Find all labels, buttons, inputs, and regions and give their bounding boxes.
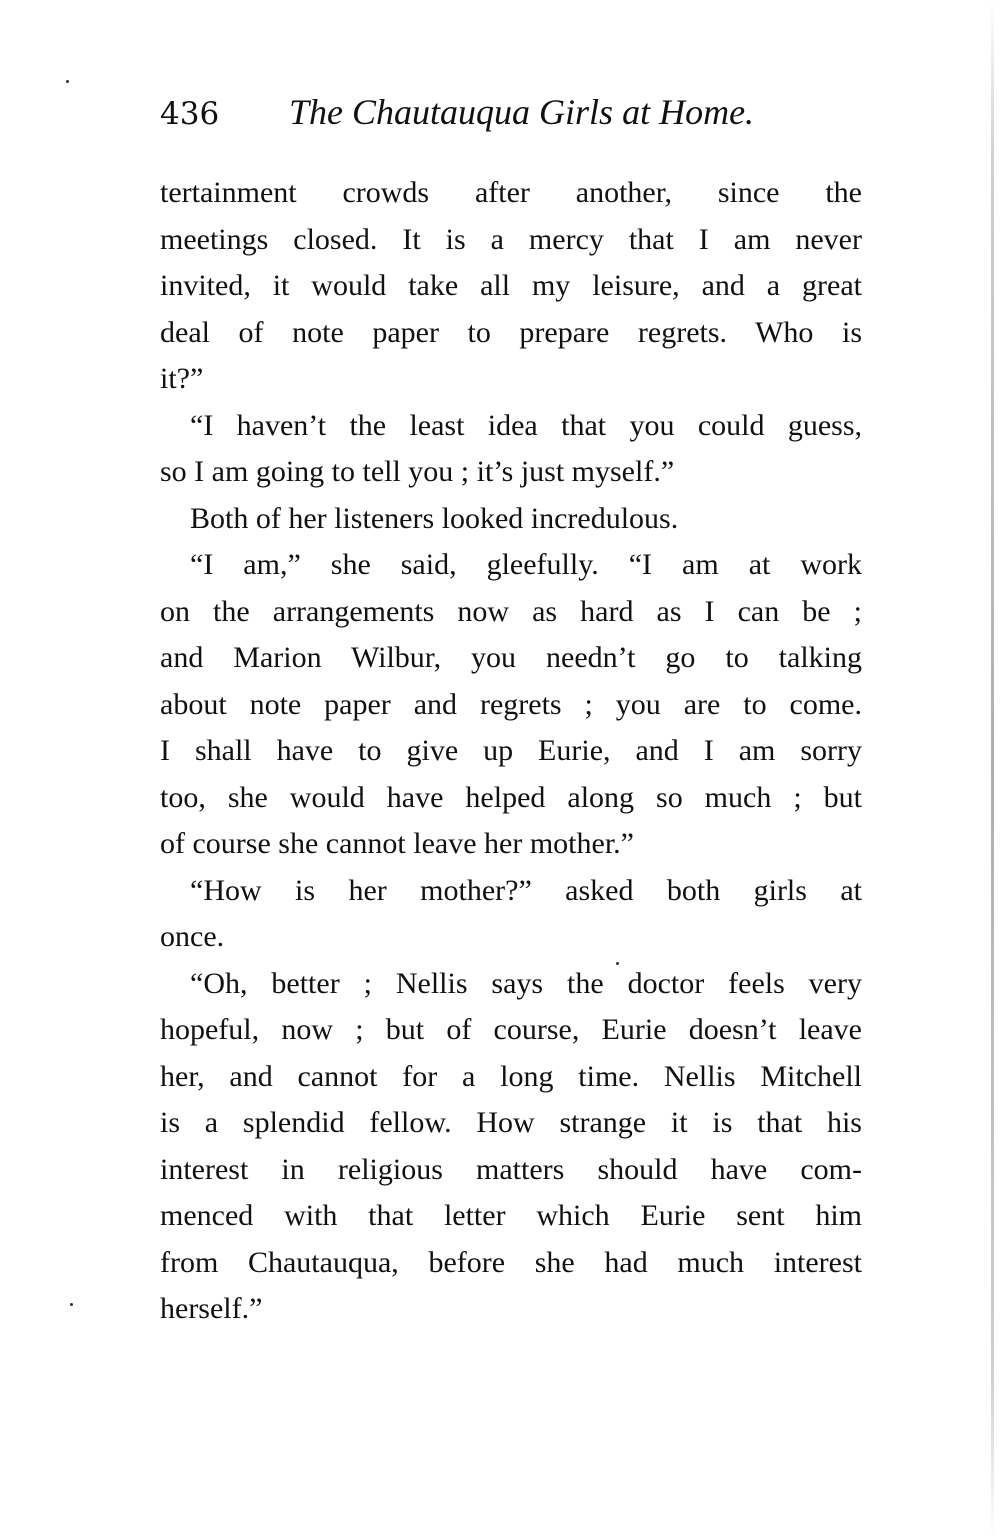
- text-line: once.: [160, 920, 225, 953]
- text-line: meetings closed. It is a mercy that I am never: [160, 222, 862, 256]
- text-line: deal of note paper to prepare regrets. Who is: [160, 315, 862, 349]
- text-line: herself.”: [160, 1292, 263, 1325]
- text-line: interest in religious matters should have com-: [160, 1152, 862, 1186]
- scan-speck: [66, 80, 69, 83]
- text-line: on the arrangements now as hard as I can be ;: [160, 594, 862, 628]
- page-edge-shadow: [991, 0, 994, 1538]
- text-line: “I haven’t the least idea that you could guess,: [190, 408, 862, 442]
- body-text: [160, 170, 862, 1333]
- text-line: Both of her listeners looked incredulous.: [190, 501, 679, 535]
- text-line: her, and cannot for a long time. Nellis Mitchell: [160, 1059, 862, 1093]
- running-title: The Chautauqua Girls at Home.: [289, 92, 755, 132]
- text-line: hopeful, now ; but of course, Eurie doesn’t leave: [160, 1013, 862, 1046]
- text-line: too, she would have helped along so much ; but: [160, 780, 862, 814]
- text-line: “Oh, better ; Nellis says the doctor feels very: [190, 966, 862, 1000]
- text-line: so I am going to tell you ; it’s just myself.”: [160, 455, 675, 488]
- text-line: menced with that letter which Eurie sent him: [160, 1199, 862, 1232]
- text-line: I shall have to give up Eurie, and I am sorry: [160, 734, 862, 767]
- text-line: of course she cannot leave her mother.”: [160, 827, 634, 860]
- scan-speck: [70, 1303, 73, 1306]
- text-line: is a splendid fellow. How strange it is that his: [160, 1106, 862, 1139]
- text-line: it?”: [160, 362, 204, 395]
- text-line: “How is her mother?” asked both girls at: [190, 873, 862, 907]
- text-line: “I am,” she said, gleefully. “I am at work: [190, 548, 862, 581]
- text-line: tertainment crowds after another, since the: [160, 176, 862, 209]
- text-line: about note paper and regrets ; you are to come.: [160, 687, 862, 721]
- text-line: invited, it would take all my leisure, and a great: [160, 269, 862, 302]
- text-line: from Chautauqua, before she had much interest: [160, 1245, 862, 1279]
- page-number: 436: [160, 96, 220, 132]
- text-line: and Marion Wilbur, you needn’t go to talking: [160, 641, 862, 674]
- page-header: [160, 92, 860, 132]
